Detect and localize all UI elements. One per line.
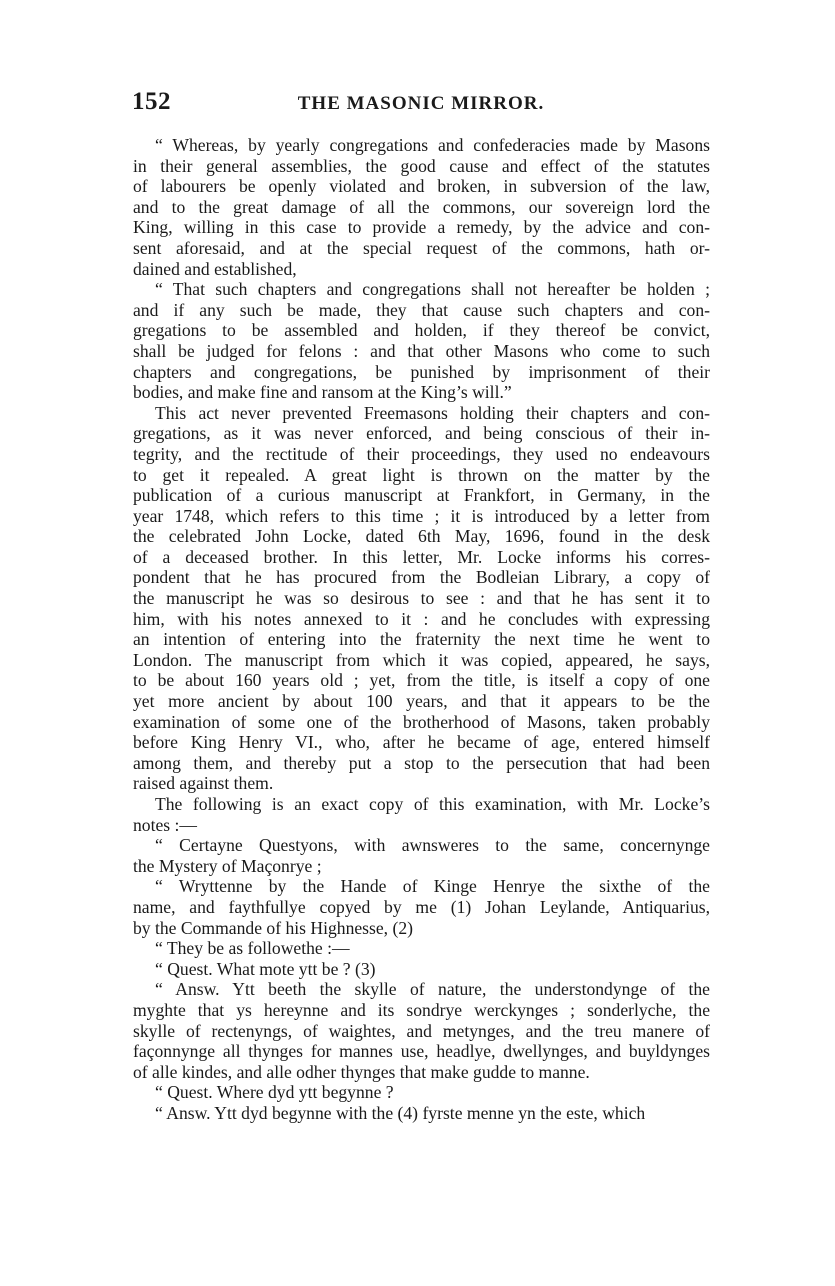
text-line: “ Answ. Ytt dyd begynne with the (4) fyrste menne yn the este, which bbox=[155, 1102, 646, 1123]
text-line: sent aforesaid, and at the special request of the commons, hath or- bbox=[133, 237, 710, 258]
text-line: tegrity, and the rectitude of their proceedings, they used no endeavours bbox=[133, 443, 710, 464]
text-line: raised against them. bbox=[133, 773, 274, 794]
text-line: and if any such be made, they that cause such chapters and con- bbox=[133, 299, 710, 320]
text-line: him, with his notes annexed to it : and he concludes with expressing bbox=[133, 608, 710, 629]
running-title: THE MASONIC MIRROR. bbox=[297, 93, 545, 114]
text-line: an intention of entering into the fraternity the next time he went to bbox=[133, 629, 710, 650]
text-line: “ Whereas, by yearly congregations and confederacies made by Masons bbox=[155, 135, 710, 155]
text-line: bodies, and make fine and ransom at the King’s will.” bbox=[133, 382, 512, 403]
text-line: to get it repealed. A great light is thrown on the matter by the bbox=[133, 464, 710, 485]
text-line: “ Wryttenne by the Hande of Kinge Henrye the sixthe of the bbox=[155, 876, 710, 897]
text-line: King, willing in this case to provide a remedy, by the advice and con- bbox=[133, 217, 710, 238]
text-line: by the Commande of his Highnesse, (2) bbox=[133, 917, 413, 938]
text-line: skylle of rectenyngs, of waightes, and metynges, and the treu manere of bbox=[133, 1020, 710, 1041]
text-line: “ That such chapters and congregations shall not hereafter be holden ; bbox=[155, 279, 710, 300]
text-line: examination of some one of the brotherhood of Masons, taken probably bbox=[133, 711, 710, 732]
text-line: “ They be as followethe :— bbox=[155, 938, 350, 959]
text-line: year 1748, which refers to this time ; it is introduced by a letter from bbox=[133, 505, 710, 526]
text-line: gregations to be assembled and holden, if they thereof be convict, bbox=[133, 320, 710, 341]
text-line: shall be judged for felons : and that other Masons who come to such bbox=[133, 340, 710, 361]
text-line: of alle kindes, and alle odher thynges that make gudde to manne. bbox=[133, 1061, 590, 1082]
text-line: The following is an exact copy of this examination, with Mr. Locke’s bbox=[155, 794, 710, 814]
text-line: of labourers be openly violated and broken, in subversion of the law, bbox=[133, 176, 710, 197]
text-line: yet more ancient by about 100 years, and that it appears to be the bbox=[133, 691, 710, 712]
text-line: among them, and thereby put a stop to the persecution that had been bbox=[133, 752, 710, 773]
text-line: pondent that he has procured from the Bodleian Library, a copy of bbox=[133, 567, 710, 588]
text-line: the celebrated John Locke, dated 6th May, 1696, found in the desk bbox=[133, 526, 710, 547]
text-line: dained and established, bbox=[133, 258, 297, 279]
page-header bbox=[132, 88, 710, 116]
text-line: the manuscript he was so desirous to see : and that he has sent it to bbox=[133, 588, 710, 609]
text-line: myghte that ys hereynne and its sondrye werckynges ; sonderlyche, the bbox=[133, 999, 710, 1020]
text-line: “ Answ. Ytt beeth the skylle of nature, the understondynge of the bbox=[155, 979, 710, 1000]
text-line: before King Henry VI., who, after he became of age, entered himself bbox=[133, 732, 710, 753]
body-text bbox=[133, 135, 710, 1124]
text-line: “ Quest. Where dyd ytt begynne ? bbox=[155, 1082, 394, 1103]
text-line: notes :— bbox=[133, 814, 198, 835]
text-line: chapters and congregations, be punished by imprisonment of their bbox=[133, 361, 710, 382]
text-line: publication of a curious manuscript at Frankfort, in Germany, in the bbox=[133, 485, 710, 506]
text-line: gregations, as it was never enforced, and being conscious of their in- bbox=[133, 423, 710, 444]
text-line: in their general assemblies, the good cause and effect of the statutes bbox=[133, 155, 710, 176]
text-line: to be about 160 years old ; yet, from the title, is itself a copy of one bbox=[133, 670, 710, 691]
page-number: 152 bbox=[132, 88, 171, 115]
text-line: and to the great damage of all the commons, our sovereign lord the bbox=[133, 196, 710, 217]
text-line: name, and faythfullye copyed by me (1) Johan Leylande, Antiquarius, bbox=[133, 896, 710, 917]
text-line: of a deceased brother. In this letter, Mr. Locke informs his corres- bbox=[133, 546, 710, 567]
text-line: the Mystery of Maçonrye ; bbox=[133, 855, 322, 876]
text-line: London. The manuscript from which it was copied, appeared, he says, bbox=[133, 649, 710, 670]
text-line: This act never prevented Freemasons holding their chapters and con- bbox=[155, 402, 710, 423]
text-line: façonnynge all thynges for mannes use, headlye, dwellynges, and buyldynges bbox=[133, 1041, 710, 1062]
text-line: “ Certayne Questyons, with awnsweres to the same, concernynge bbox=[155, 835, 710, 856]
text-line: “ Quest. What mote ytt be ? (3) bbox=[155, 958, 376, 979]
